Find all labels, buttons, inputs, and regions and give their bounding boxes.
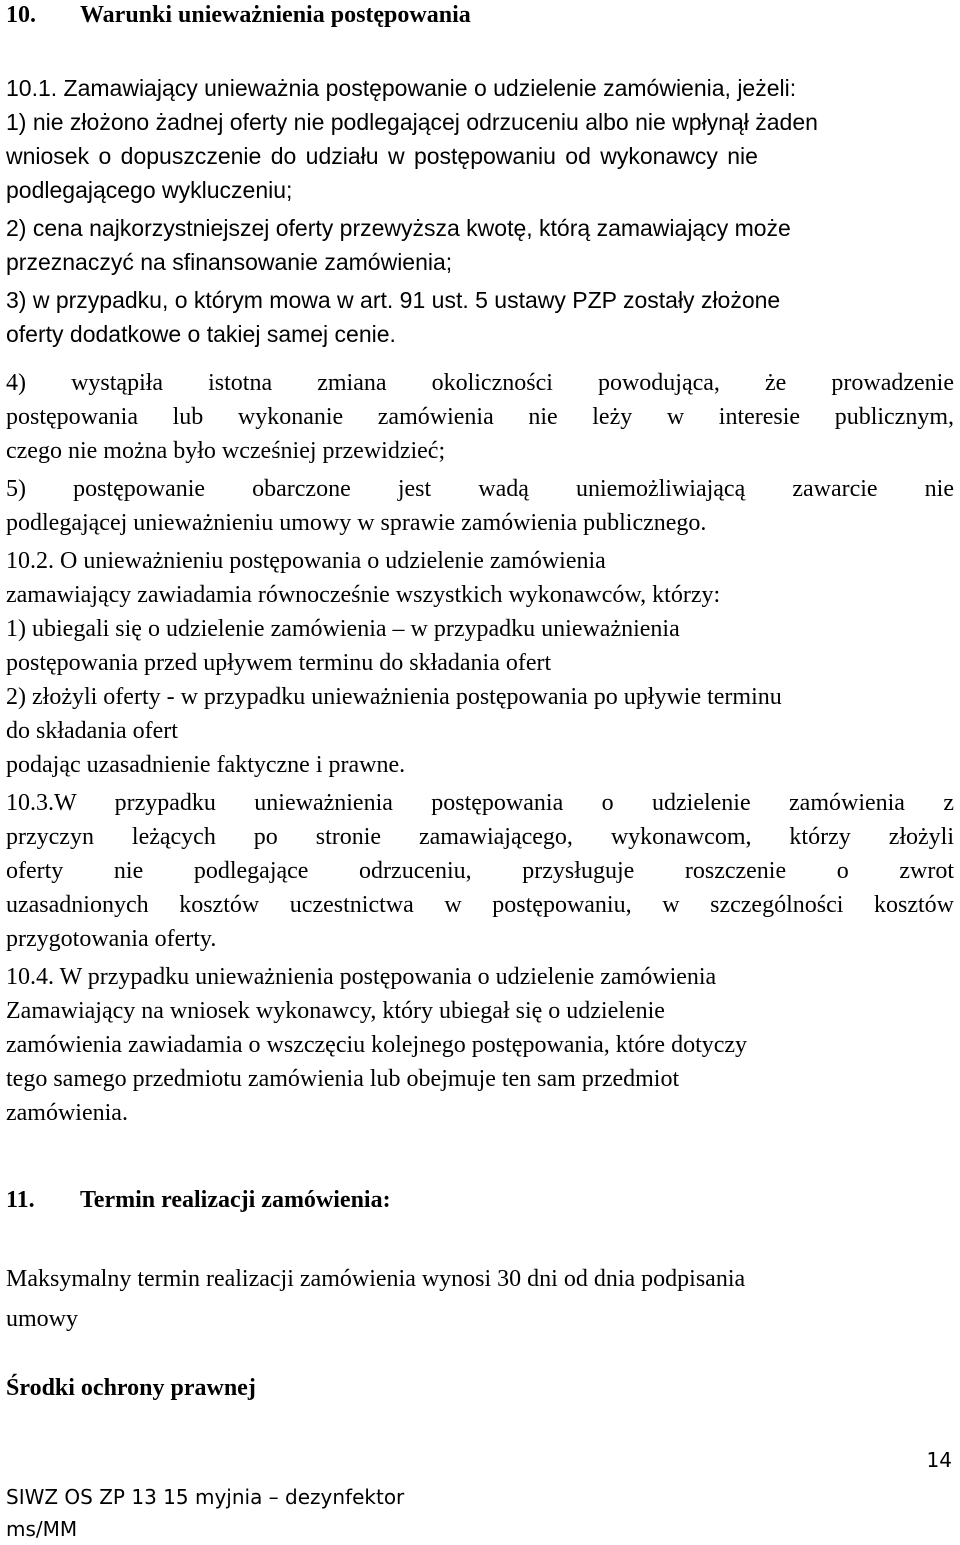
paragraph-line: 10.4. W przypadku unieważnienia postępowania o udzielenie zamówienia: [6, 964, 717, 990]
paragraph-line: tego samego przedmiotu zamówienia lub obejmuje ten sam przedmiot: [6, 1066, 680, 1092]
paragraph-line: 10.2. O unieważnieniu postępowania o udzielenie zamówienia: [6, 548, 606, 574]
page-number: 14: [926, 1448, 952, 1472]
paragraph-line: 10.3.W przypadku unieważnienia postępowania o udzielenie zamówienia z: [6, 790, 954, 816]
paragraph-line: podając uzasadnienie faktyczne i prawne.: [6, 752, 406, 778]
paragraph-line: zamówienia zawiadamia o wszczęciu kolejnego postępowania, które dotyczy: [6, 1032, 748, 1058]
section-11-body: [6, 1259, 745, 1339]
section-11-number: 11.: [6, 1187, 35, 1213]
paragraph-line: zamówienia.: [6, 1100, 128, 1126]
paragraph-line: 5) postępowanie obarczone jest wadą uniemożliwiającą zawarcie nie: [6, 476, 954, 502]
paragraph-line: umowy: [6, 1306, 78, 1332]
paragraph-line: Maksymalny termin realizacji zamówienia wynosi 30 dni od dnia podpisania: [6, 1266, 746, 1292]
paragraph-line: przyczyn leżących po stronie zamawiającego, wykonawcom, którzy złożyli: [6, 824, 954, 850]
section-10-block-1: [6, 71, 818, 351]
footer-line-2: ms/MM: [6, 1517, 78, 1541]
paragraph-line: 2) złożyli oferty - w przypadku unieważnienia postępowania po upływie terminu: [6, 684, 782, 710]
paragraph-line: przeznaczyć na sfinansowanie zamówienia;: [6, 249, 453, 275]
paragraph-line: podlegającego wykluczeniu;: [6, 177, 293, 203]
footer: [6, 1481, 404, 1545]
paragraph-line: do składania ofert: [6, 718, 178, 744]
footer-line-1: SIWZ OS ZP 13 15 myjnia – dezynfektor: [6, 1485, 405, 1509]
paragraph-line: 1) nie złożono żadnej oferty nie podlegającej odrzuceniu albo nie wpłynął żaden: [6, 109, 818, 135]
section-11-title: Termin realizacji zamówienia:: [80, 1187, 391, 1213]
paragraph-line: postępowania lub wykonanie zamówienia nie leży w interesie publicznym,: [6, 404, 954, 430]
paragraph-line: 10.1. Zamawiający unieważnia postępowanie o udzielenie zamówienia, jeżeli:: [6, 75, 797, 101]
paragraph-line: wniosek o dopuszczenie do udziału w postępowaniu od wykonawcy nie: [6, 143, 758, 169]
paragraph-line: przygotowania oferty.: [6, 926, 217, 952]
paragraph-line: 4) wystąpiła istotna zmiana okoliczności powodująca, że prowadzenie: [6, 370, 954, 396]
section-11-heading: [6, 1183, 391, 1217]
paragraph-line: zamawiający zawiadamia równocześnie wszystkich wykonawców, którzy:: [6, 582, 721, 608]
paragraph-line: 1) ubiegali się o udzielenie zamówienia – w przypadku unieważnienia: [6, 616, 680, 642]
paragraph-line: podlegającej unieważnieniu umowy w sprawie zamówienia publicznego.: [6, 510, 707, 536]
paragraph-line: uzasadnionych kosztów uczestnictwa w postępowaniu, w szczególności kosztów: [6, 892, 954, 918]
section-10-block-2: [6, 366, 954, 1130]
paragraph-line: Zamawiający na wniosek wykonawcy, który ubiegał się o udzielenie: [6, 998, 665, 1024]
remedies-heading: Środki ochrony prawnej: [6, 1375, 256, 1401]
paragraph-line: czego nie można było wcześniej przewidzieć;: [6, 438, 446, 464]
section-10-title: Warunki unieważnienia postępowania: [80, 2, 471, 28]
section-10-heading: [6, 0, 471, 30]
paragraph-line: 2) cena najkorzystniejszej oferty przewyższa kwotę, którą zamawiający może: [6, 215, 791, 241]
paragraph-line: 3) w przypadku, o którym mowa w art. 91 ust. 5 ustawy PZP zostały złożone: [6, 287, 781, 313]
paragraph-line: oferty nie podlegające odrzuceniu, przysługuje roszczenie o zwrot: [6, 858, 954, 884]
paragraph-line: oferty dodatkowe o takiej samej cenie.: [6, 321, 396, 347]
paragraph-line: postępowania przed upływem terminu do składania ofert: [6, 650, 552, 676]
section-10-number: 10.: [6, 2, 36, 28]
